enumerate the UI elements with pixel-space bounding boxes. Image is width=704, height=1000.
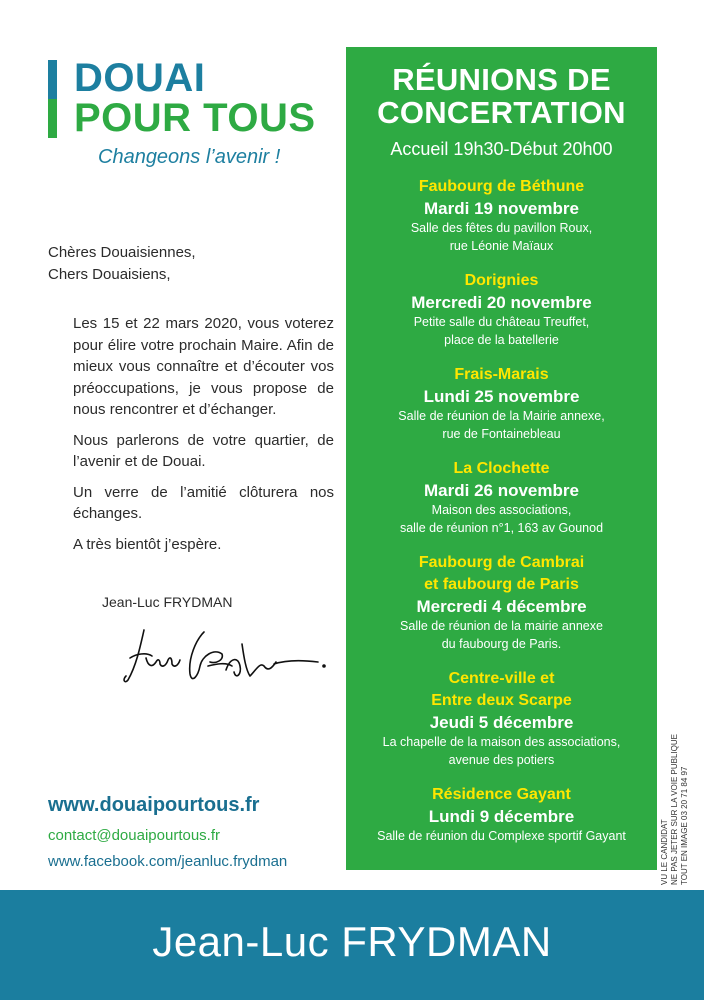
meeting-item — [346, 552, 657, 653]
meeting-place: avenue des potiers — [448, 752, 555, 767]
meetings-list — [346, 176, 657, 846]
panel-subtitle: Accueil 19h30-Début 20h00 — [390, 139, 613, 159]
meeting-date: Mardi 26 novembre — [424, 481, 579, 500]
meeting-quarter: Frais-Marais — [454, 366, 549, 383]
meeting-quarter: Entre deux Scarpe — [431, 692, 572, 709]
meeting-quarter: Faubourg de Béthune — [418, 178, 585, 195]
website-link[interactable]: www.douaipourtous.fr — [48, 794, 260, 816]
meeting-place: Salle des fêtes du pavillon Roux, — [410, 221, 593, 235]
footer-banner — [0, 890, 704, 1000]
meeting-place: Salle de réunion du Complexe sportif Gayant — [377, 829, 626, 843]
meeting-place: Salle de réunion de la mairie annexe — [400, 619, 603, 633]
meeting-item — [346, 364, 657, 443]
greeting-line: Chers Douaisiens, — [48, 266, 171, 283]
meeting-item — [346, 668, 657, 769]
meeting-item — [346, 784, 657, 846]
meeting-quarter: Résidence Gayant — [432, 786, 571, 803]
panel-title-line: CONCERTATION — [377, 95, 626, 130]
legal-notice-text — [660, 735, 690, 885]
meeting-date: Lundi 9 décembre — [428, 807, 575, 826]
meeting-date: Mercredi 20 novembre — [411, 293, 592, 312]
panel-title-line: RÉUNIONS DE — [392, 62, 611, 97]
meeting-place: du faubourg de Paris. — [441, 636, 562, 651]
meeting-item — [346, 176, 657, 255]
meeting-date: Jeudi 5 décembre — [429, 713, 574, 732]
meeting-item — [346, 270, 657, 349]
legal-line: NE PAS JETER SUR LA VOIE PUBLIQUE — [670, 733, 679, 885]
meeting-place: salle de réunion n°1, 163 av Gounod — [399, 520, 604, 535]
meeting-quarter: Faubourg de Cambrai — [418, 554, 585, 571]
letter-paragraph: Nous parlerons de votre quartier, de l’avenir et de Douai. — [73, 431, 334, 470]
meeting-item — [346, 458, 657, 537]
tagline: Changeons l’avenir ! — [98, 146, 281, 168]
panel-title — [346, 63, 657, 129]
meeting-date: Lundi 25 novembre — [423, 387, 580, 406]
logo-line2: POUR TOUS — [74, 96, 316, 140]
meeting-date: Mardi 19 novembre — [424, 199, 579, 218]
facebook-link[interactable]: www.facebook.com/jeanluc.frydman — [48, 853, 288, 870]
letter-paragraph: Les 15 et 22 mars 2020, vous voterez pour élire votre prochain Maire. Afin de mieux vous connaître et d’écouter vos préoccupations, je vous propose de nous rencontrer et d’échanger. — [73, 315, 334, 418]
legal-line: TOUT EN IMAGE 03 20 71 84 97 — [680, 766, 689, 885]
logo-bar — [48, 60, 57, 138]
meeting-quarter: Centre-ville et — [448, 670, 555, 687]
meeting-place: rue Léonie Maïaux — [449, 238, 554, 253]
legal-line: VU LE CANDIDAT — [660, 819, 669, 885]
meeting-date: Mercredi 4 décembre — [416, 597, 587, 616]
greeting — [48, 242, 196, 286]
author-name: Jean-Luc FRYDMAN — [102, 594, 233, 610]
meeting-quarter: La Clochette — [453, 460, 550, 477]
meeting-place: place de la batellerie — [444, 332, 559, 347]
email-link[interactable]: contact@douaipourtous.fr — [48, 827, 220, 844]
letter-paragraph: Un verre de l’amitié clôturera nos échanges. — [73, 483, 334, 522]
meeting-quarter: Dorignies — [464, 272, 539, 289]
meetings-panel — [346, 47, 657, 870]
signature-image — [122, 618, 332, 694]
greeting-line: Chères Douaisiennes, — [48, 244, 196, 261]
meeting-place: Salle de réunion de la Mairie annexe, — [398, 409, 605, 423]
letter-paragraph: A très bientôt j’espère. — [73, 535, 222, 553]
meeting-place: rue de Fontainebleau — [442, 426, 561, 441]
logo-line1: DOUAI — [74, 56, 206, 100]
meeting-place: La chapelle de la maison des associations, — [382, 735, 621, 749]
meeting-quarter: et faubourg de Paris — [424, 576, 579, 593]
meeting-place: Maison des associations, — [431, 503, 572, 517]
legal-notice — [660, 735, 700, 885]
letter-body — [73, 313, 334, 564]
meeting-place: Petite salle du château Treuffet, — [413, 315, 590, 329]
footer-name: Jean-Luc FRYDMAN — [152, 918, 552, 965]
